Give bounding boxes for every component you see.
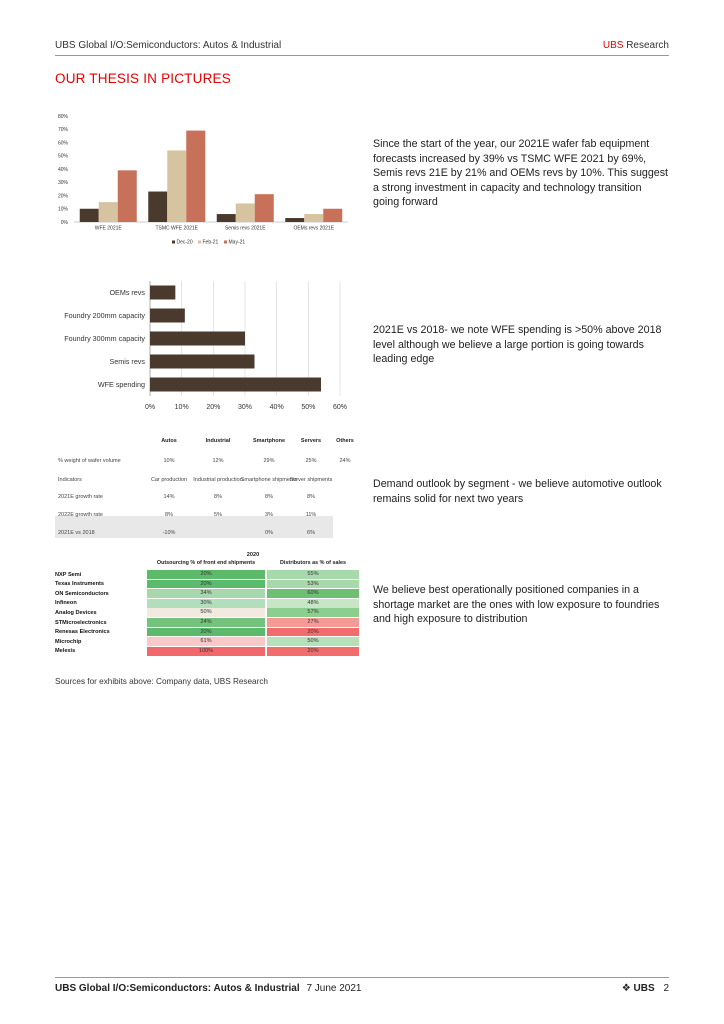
segment-outlook-table (55, 436, 365, 546)
segment-row-label: Indicators (58, 477, 82, 483)
bar (186, 131, 205, 222)
company-table-year: 2020 (246, 552, 260, 558)
segment-cell: 24% (339, 458, 351, 464)
x-tick-label: WFE 2021E (94, 225, 122, 232)
legend-swatch (198, 241, 201, 244)
segment-cell: 8% (307, 494, 315, 500)
bar (150, 378, 321, 392)
company-name: Texas Instruments (55, 581, 105, 588)
legend-label: Dec-20 (176, 239, 193, 246)
x-tick-label: 30% (237, 404, 253, 411)
outsourcing-cell: 100% (147, 647, 265, 656)
segment-cell: Server shipments (289, 477, 333, 483)
segment-col-header: Servers (300, 438, 322, 444)
company-row (55, 637, 365, 647)
distribution-cell: 20% (267, 647, 359, 656)
bar (217, 214, 236, 222)
y-tick-label: 30% (57, 180, 68, 187)
segment-cell: -10% (162, 530, 176, 536)
bar (150, 332, 245, 346)
distribution-cell: 27% (267, 618, 359, 627)
bar (80, 209, 99, 222)
category-label: Foundry 200mm capacity (64, 311, 145, 320)
x-tick-label: 10% (174, 404, 189, 411)
segment-cell: 10% (163, 458, 175, 464)
footer-brand (622, 983, 669, 994)
company-name: Melexis (55, 648, 76, 655)
x-tick-label: OEMs revs 2021E (293, 225, 335, 232)
outsourcing-cell: 24% (147, 618, 265, 627)
y-tick-label: 50% (57, 153, 68, 160)
distribution-cell: 55% (267, 570, 359, 579)
bar (150, 355, 255, 369)
segment-cell: Car production (150, 477, 188, 483)
x-tick-label: 20% (206, 404, 221, 411)
company-name: Microchip (55, 638, 82, 645)
outsourcing-cell: 50% (147, 608, 265, 617)
company-table-col1: Outsourcing % of front end shipments (156, 560, 256, 566)
segment-row-label: 2021E growth rate (58, 494, 103, 500)
vs-2018-horizontal-bar-chart (64, 281, 347, 411)
distribution-cell: 48% (267, 599, 359, 608)
y-tick-label: 0% (60, 219, 68, 226)
brand-suffix: Research (626, 40, 669, 51)
wfe-forecast-bar-chart (58, 114, 348, 246)
bar (236, 203, 255, 222)
thesis-paragraph-3: Demand outlook by segment - we believe automotive outlook remains solid for next two years (373, 478, 662, 505)
bar (99, 202, 118, 222)
distribution-cell: 57% (267, 608, 359, 617)
charts-canvas (0, 0, 724, 430)
x-tick-label: 50% (301, 404, 316, 411)
thesis-paragraph-4: We believe best operationally positioned companies in a shortage market are the ones with low exposure to foundries and high exposure to distribution (373, 584, 660, 625)
segment-row-label: % weight of wafer volume (58, 458, 121, 464)
x-tick-label: TSMC WFE 2021E (155, 225, 199, 232)
company-row (55, 608, 365, 618)
x-tick-label: 0% (144, 404, 156, 411)
y-tick-label: 10% (57, 206, 68, 213)
y-tick-label: 80% (57, 113, 68, 120)
page-number: 2 (663, 983, 669, 994)
segment-row-label: 2022E growth rate (58, 512, 103, 518)
thesis-paragraph-1: Since the start of the year, our 2021E wafer fab equipment forecasts increased by 39% vs TSMC WFE 2021 by 69%, Semis revs 21E by 21% and OEMs revs by 10%. This suggest a strong investment in capacity and technology transition going forward (373, 138, 669, 208)
segment-row-label: 2021E vs 2018 (58, 530, 95, 536)
category-label: WFE spending (97, 380, 145, 389)
segment-cell: 6% (307, 530, 315, 536)
y-tick-label: 70% (57, 127, 68, 134)
segment-cell: 5% (214, 512, 222, 518)
footer-divider (55, 977, 669, 978)
outsourcing-cell: 61% (147, 637, 265, 646)
x-tick-label: 60% (332, 404, 348, 411)
company-row (55, 589, 365, 599)
report-header-title: UBS Global I/O:Semiconductors: Autos & Industrial (55, 40, 282, 51)
segment-cell: 0% (265, 530, 273, 536)
brand-name: UBS (602, 40, 624, 51)
company-row (55, 618, 365, 628)
outsourcing-cell: 20% (147, 580, 265, 589)
legend-label: Feb-21 (202, 239, 219, 246)
segment-col-header: Autos (161, 438, 177, 444)
footer-date: 7 June 2021 (306, 983, 362, 994)
bar (150, 286, 175, 300)
bar (118, 170, 137, 222)
footer-brand-name: UBS (633, 983, 655, 994)
outsourcing-cell: 34% (147, 589, 265, 598)
segment-cell: 8% (265, 494, 273, 500)
segment-cell: Smartphone shipments (240, 477, 298, 483)
category-label: OEMs revs (109, 288, 145, 297)
y-tick-label: 40% (57, 166, 68, 173)
segment-cell: 14% (163, 494, 175, 500)
distribution-cell: 60% (267, 589, 359, 598)
bar (255, 194, 274, 222)
x-tick-label: 40% (269, 404, 284, 411)
segment-cell: 8% (165, 512, 173, 518)
segment-cell: 29% (263, 458, 275, 464)
bar (304, 214, 323, 222)
page-title: OUR THESIS IN PICTURES (55, 71, 231, 86)
company-name: NXP Semi (55, 571, 82, 578)
segment-cell: Industrial production (193, 477, 243, 483)
legend-swatch (224, 241, 227, 244)
category-label: Semis revs (109, 357, 145, 366)
sources-note: Sources for exhibits above: Company data, UBS Research (55, 677, 268, 686)
company-name: Infineon (55, 600, 77, 607)
segment-cell: 12% (212, 458, 224, 464)
ubs-keys-icon: ❖ (621, 983, 631, 994)
distribution-cell: 50% (267, 637, 359, 646)
footer-title (55, 983, 362, 994)
footer-report-name: UBS Global I/O:Semiconductors: Autos & Industrial (55, 983, 300, 994)
outsourcing-cell: 20% (147, 570, 265, 579)
company-name: Renesas Electronics (55, 629, 110, 636)
distribution-cell: 53% (267, 580, 359, 589)
company-row (55, 628, 365, 638)
segment-col-header: Others (336, 438, 354, 444)
bar (148, 192, 167, 222)
legend-swatch (172, 241, 175, 244)
thesis-paragraph-2: 2021E vs 2018- we note WFE spending is >50% above 2018 level although we believe a large portion is going towards leading edge (373, 324, 662, 365)
y-tick-label: 60% (57, 140, 68, 147)
outsourcing-cell: 20% (147, 628, 265, 637)
bar (285, 218, 304, 222)
company-name: ON Semiconductors (55, 590, 109, 597)
company-row (55, 599, 365, 609)
company-table-col2: Distributors as % of sales (280, 560, 346, 566)
legend-label: May-21 (228, 239, 246, 246)
company-exposure-table (55, 552, 365, 662)
company-name: Analog Devices (55, 609, 97, 616)
segment-cell: 25% (305, 458, 317, 464)
bar (167, 150, 186, 222)
segment-cell: 11% (305, 512, 317, 518)
bar (323, 209, 342, 222)
outsourcing-cell: 30% (147, 599, 265, 608)
segment-col-header: Smartphone (252, 438, 286, 444)
segment-cell: 8% (214, 494, 222, 500)
y-tick-label: 20% (57, 193, 68, 200)
segment-col-header: Industrial (205, 438, 231, 444)
company-row (55, 647, 365, 657)
bar (150, 309, 185, 323)
company-name: STMicroelectronics (55, 619, 107, 626)
company-row (55, 580, 365, 590)
x-tick-label: Semis revs 2021E (224, 225, 266, 232)
category-label: Foundry 300mm capacity (64, 334, 145, 343)
segment-cell: 3% (265, 512, 273, 518)
distribution-cell: 20% (267, 628, 359, 637)
company-row (55, 570, 365, 580)
